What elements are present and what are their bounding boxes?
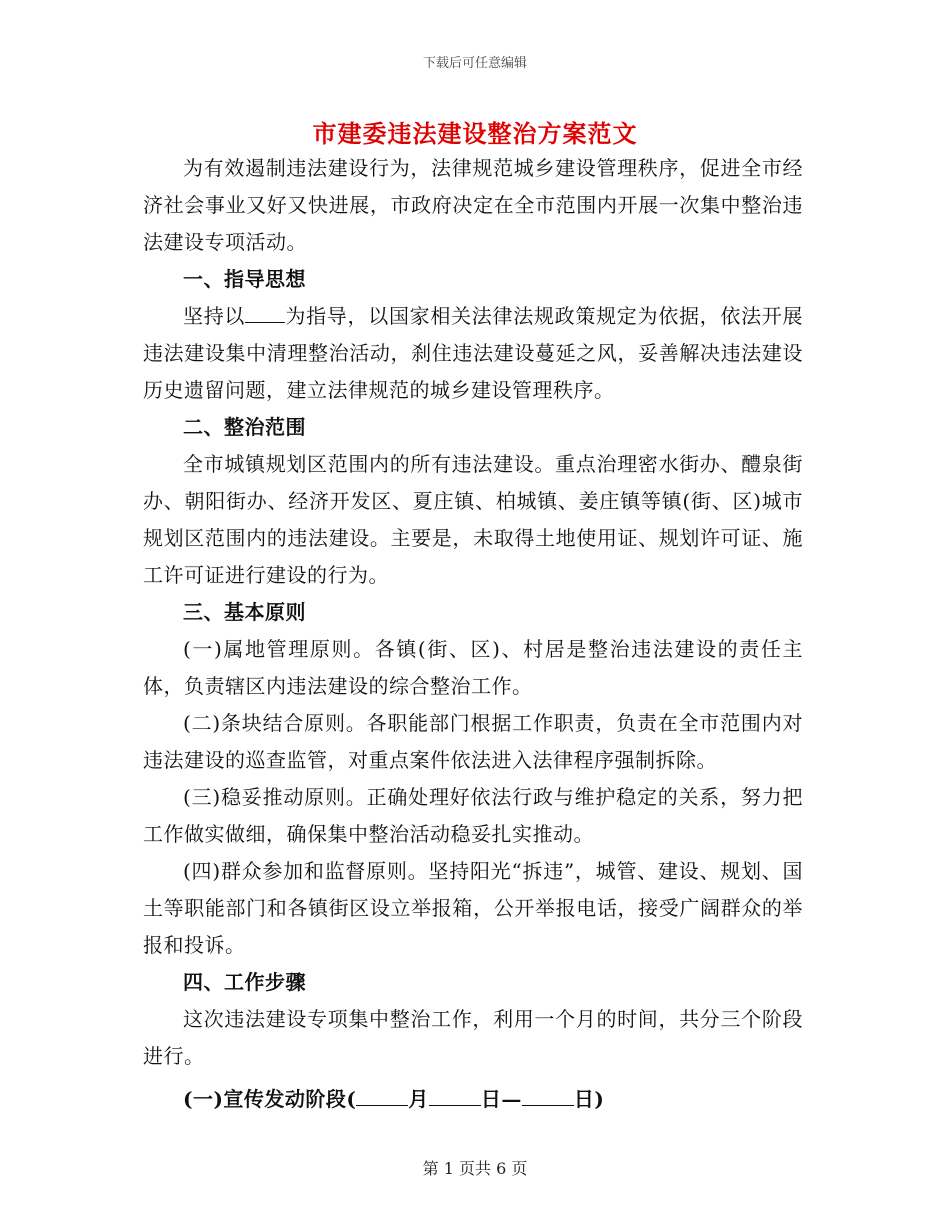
header-note: 下载后可任意编辑 [422, 56, 527, 71]
steps-paragraph: 这次违法建设专项集中整治工作，利用一个月的时间，共分三个阶段进行。 [143, 1007, 803, 1068]
phase-heading-text: (一)宣传发动阶段( [183, 1087, 357, 1111]
month-label: 月 [408, 1087, 429, 1111]
section-heading-1: 一、指导思想 [183, 267, 306, 291]
day-label-end: 日) [573, 1087, 605, 1111]
principle-paragraph-3: (三)稳妥推动原则。正确处理好依法行政与维护稳定的关系，努力把工作做实做细，确保集中整治活动稳妥扎实推动。 [143, 785, 803, 846]
principle-paragraph-2: (二)条块结合原则。各职能部门根据工作职责，负责在全市范围内对违法建设的巡查监管，对重点案件依法进入法律程序强制拆除。 [143, 711, 803, 772]
intro-paragraph: 为有效遏制违法建设行为，法律规范城乡建设管理秩序，促进全市经济社会事业又好又快进展，市政府决定在全市范围内开展一次集中整治违法建设专项活动。 [143, 156, 803, 254]
page-number: 第 1 页共 6 页 [422, 1159, 528, 1178]
section-heading-2: 二、整治范围 [183, 415, 306, 439]
day-label-start: 日— [480, 1087, 522, 1111]
guiding-text-start: 坚持以 [183, 304, 246, 328]
day-blank-start [429, 1085, 481, 1106]
guiding-text-rest: 为指导，以国家相关法律法规政策规定为依据，依法开展违法建设集中清理整治活动，刹住违法建设蔓延之风，妥善解决违法建设历史遗留问题，建立法律规范的城乡建设管理秩序。 [143, 304, 804, 402]
phase-heading-1 [143, 1081, 803, 1118]
document-title: 市建委违法建设整治方案范文 [312, 119, 638, 148]
document-body [143, 150, 803, 1118]
section-heading-3: 三、基本原则 [183, 600, 306, 624]
scope-paragraph: 全市城镇规划区范围内的所有违法建设。重点治理密水街办、醴泉街办、朝阳街办、经济开发区、夏庄镇、柏城镇、姜庄镇等镇(街、区)城市规划区范围内的违法建设。主要是，未取得土地使用证、规划许可证、施工许可证进行建设的行为。 [143, 452, 803, 587]
day-blank-end [522, 1085, 574, 1106]
fill-blank [245, 302, 285, 323]
principle-paragraph-4: (四)群众参加和监督原则。坚持阳光“拆违”，城管、建设、规划、国土等职能部门和各镇街区设立举报箱，公开举报电话，接受广阔群众的举报和投诉。 [143, 859, 803, 957]
month-blank [356, 1085, 408, 1106]
guiding-paragraph [143, 298, 803, 409]
section-heading-4: 四、工作步骤 [183, 970, 306, 994]
principle-paragraph-1: (一)属地管理原则。各镇(街、区)、村居是整治违法建设的责任主体，负责辖区内违法建设的综合整治工作。 [143, 637, 803, 698]
